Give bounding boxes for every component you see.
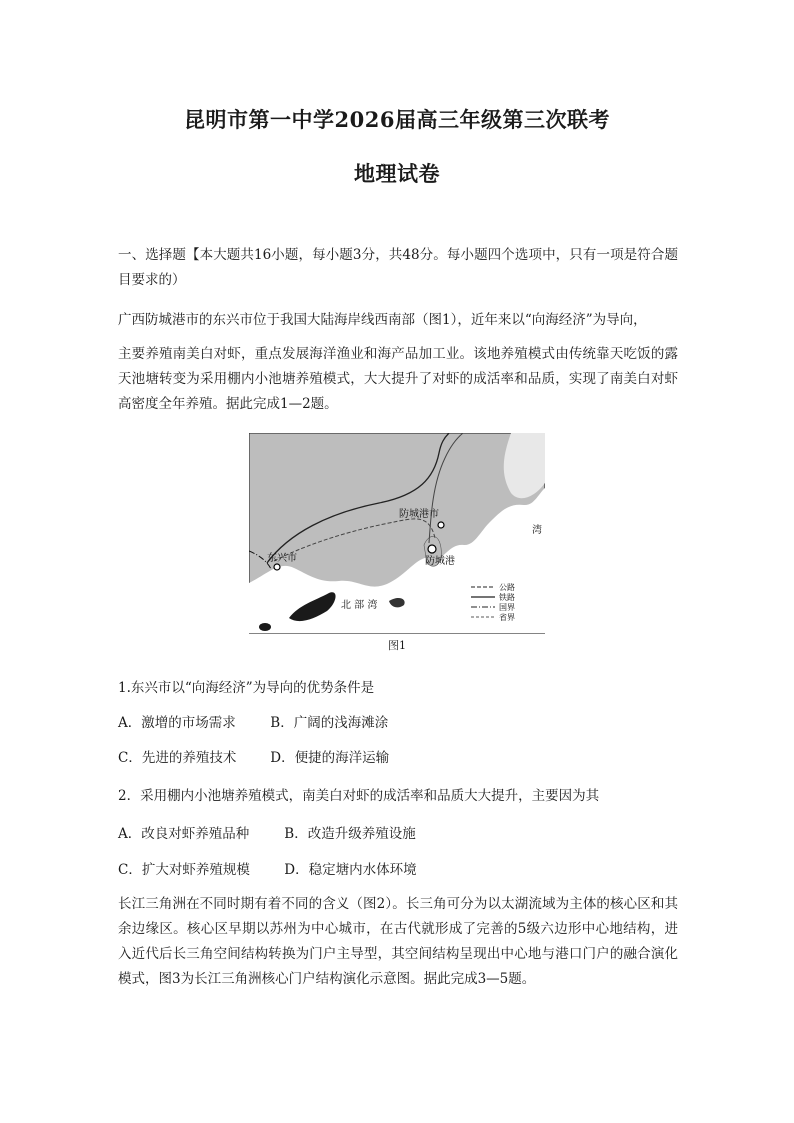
exam-title: 昆明市第一中学2026届高三年级第三次联考 (184, 107, 610, 132)
map-figure (249, 433, 545, 643)
q1-option-d[interactable]: D．便捷的海洋运输 (270, 750, 390, 766)
label-dongxing: 东兴市 (267, 553, 297, 564)
island-small (259, 623, 271, 631)
passage1-body: 主要养殖南美白对虾，重点发展海洋渔业和海产品加工业。该地养殖模式由传统靠天吃饭的露天池塘转变为采用棚内小池塘养殖模式，大大提升了对虾的成活率和品质，实现了南美白对虾高密度全年养殖。据此完成1—2题。 (118, 346, 678, 412)
q2-option-c[interactable]: C．扩大对虾养殖规模 (118, 862, 250, 878)
question2-options-row2 (118, 858, 417, 878)
q1-option-c[interactable]: C．先进的养殖技术 (118, 750, 237, 766)
passage2-body: 长江三角洲在不同时期有着不同的含义（图2）。长三角可分为以太湖流域为主体的核心区和其余边缘区。核心区早期以苏州为中心城市，在古代就形成了完善的5级六边形中心地结构，进入近代后长三角空间结构转换为门户主导型，其空间结构呈现出中心地与港口门户的融合演化模式，图3为长江三角洲核心门户结构演化示意图。据此完成3—5题。 (118, 896, 678, 987)
label-fangchenggang: 防城港市 (399, 509, 439, 520)
right-bay (504, 433, 545, 498)
label-port: 防城港 (425, 556, 455, 567)
passage1-line1: 广西防城港市的东兴市位于我国大陆海岸线西南部（图1），近年来以“向海经济”为导向， (118, 312, 647, 328)
question1-options-row1 (118, 711, 388, 731)
legend-rail: 铁路 (499, 593, 515, 602)
label-bay-right: 湾 (532, 525, 542, 536)
city-marker-fangchenggang (438, 522, 444, 528)
legend-road: 公路 (499, 583, 515, 592)
question2-options-row1 (118, 822, 416, 842)
label-bay: 北 部 湾 (341, 600, 378, 611)
figure1-caption: 图1 (388, 639, 406, 652)
q2-option-b[interactable]: B．改造升级养殖设施 (284, 826, 416, 842)
exam-subtitle: 地理试卷 (354, 161, 440, 186)
legend-national: 国界 (499, 603, 515, 612)
question1-stem: 1.东兴市以“向海经济”为导向的优势条件是 (118, 680, 375, 696)
port-marker (428, 545, 436, 553)
q1-option-a[interactable]: A．激增的市场需求 (118, 715, 236, 731)
q1-option-b[interactable]: B．广阔的浅海滩涂 (270, 715, 389, 731)
section-heading: 一、选择题【本大题共16小题，每小题3分，共48分。每小题四个选项中，只有一项是符合题目要求的） (118, 247, 678, 288)
question1-options-row2 (118, 746, 389, 766)
q2-option-d[interactable]: D．稳定塘内水体环境 (284, 862, 417, 878)
question2-stem: 2．采用棚内小池塘养殖模式，南美白对虾的成活率和品质大大提升，主要因为其 (118, 788, 600, 804)
city-marker-dongxing (274, 564, 280, 570)
q2-option-a[interactable]: A．改良对虾养殖品种 (118, 826, 250, 842)
legend-province: 省界 (499, 613, 515, 622)
map-svg (249, 433, 545, 643)
